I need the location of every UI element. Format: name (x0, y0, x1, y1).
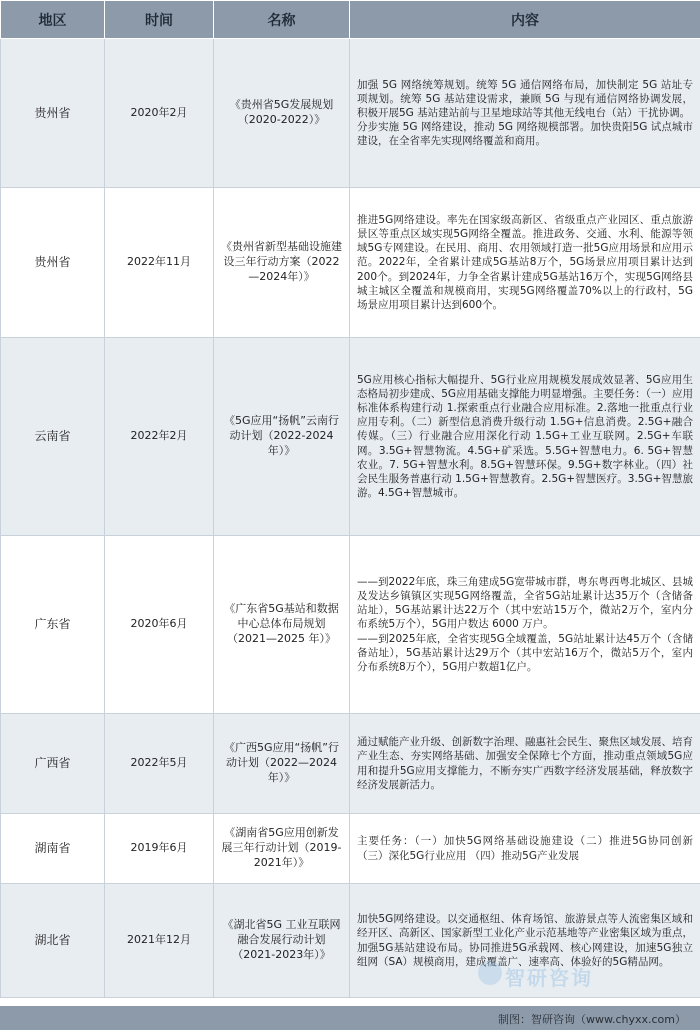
cell-content (350, 39, 700, 188)
cell-name: 《湖北省5G 工业互联网融合发展行动计划（2021-2023年）》 (214, 884, 350, 998)
table-row (1, 338, 700, 536)
cell-time: 2022年11月 (105, 188, 214, 338)
cell-name: 《广东省5G基站和数据中心总体布局规划（2021—2025 年）》 (214, 536, 350, 714)
cell-region: 广东省 (1, 536, 105, 714)
cell-content (350, 884, 700, 998)
content-paragraph: 分步实施 5G 网络建设，推动 5G 网络规模部署。加快贵阳5G 试点城市建设，在全省率先实现网络覆盖和商用。 (357, 121, 693, 148)
cell-region: 湖南省 (1, 814, 105, 884)
cell-name: 《广西5G应用“扬帆”行动计划（2022—2024年）》 (214, 714, 350, 814)
cell-time: 2020年6月 (105, 536, 214, 714)
cell-region: 广西省 (1, 714, 105, 814)
content-paragraph: 加快5G网络建设。以交通枢纽、体育场馆、旅游景点等人流密集区域和经开区、高新区、国家新型工业化产业示范基地等产业密集区域为重点，加强5G基站建设布局。协同推进5G承载网、核心网建设，加速5G独立组网（SA）规模商用，建成覆盖广、速率高、体验好的5G精品网。 (357, 913, 693, 968)
cell-content (350, 714, 700, 814)
footer-bar (0, 1006, 700, 1030)
content-paragraph: 主要任务：（一）加快5G网络基础设施建设（二）推进5G协同创新 （三）深化5G行业应用 （四）推动5G产业发展 (357, 835, 693, 862)
cell-time: 2021年12月 (105, 884, 214, 998)
cell-region: 贵州省 (1, 39, 105, 188)
cell-name: 《湖南省5G应用创新发展三年行动计划（2019-2021年）》 (214, 814, 350, 884)
table-row (1, 39, 700, 188)
cell-name: 《5G应用“扬帆”云南行动计划（2022-2024年）》 (214, 338, 350, 536)
header-content: 内容 (350, 1, 700, 39)
table-row (1, 536, 700, 714)
cell-time: 2022年5月 (105, 714, 214, 814)
cell-content (350, 536, 700, 714)
cell-name: 《贵州省5G发展规划（2020-2022）》 (214, 39, 350, 188)
cell-content (350, 338, 700, 536)
content-paragraph: 通过赋能产业升级、创新数字治理、融惠社会民生、聚焦区域发展、培育产业生态、夯实网络基础、加强安全保障七个方面，推动重点领域5G应用和提升5G应用支撑能力，不断夯实广西数字经济发展基础，释放数字经济发展新活力。 (357, 736, 693, 791)
table-row (1, 188, 700, 338)
content-paragraph: 推进5G网络建设。率先在国家级高新区、省级重点产业园区、重点旅游景区等重点区域实现5G网络全覆盖。推进政务、交通、水利、能源等领域5G专网建设。在民用、商用、农用领域打造一批5G应用场景和应用示范。2022年，全省累计建成5G基站8万个，5G场景应用项目累计达到200个。到2024年，力争全省累计建成5G基站16万个，实现5G网络县城主城区全覆盖和规模商用，实现5G网络覆盖70%以上的行政村，5G场景应用项目累计达到600个。 (357, 213, 693, 311)
table-row (1, 714, 700, 814)
cell-region: 贵州省 (1, 188, 105, 338)
header-name: 名称 (214, 1, 350, 39)
cell-region: 湖北省 (1, 884, 105, 998)
cell-time: 2019年6月 (105, 814, 214, 884)
cell-time: 2020年2月 (105, 39, 214, 188)
header-region: 地区 (1, 1, 105, 39)
cell-content (350, 188, 700, 338)
cell-name: 《贵州省新型基础设施建设三年行动方案（2022—2024年）》 (214, 188, 350, 338)
content-paragraph: ——到2025年底，全省实现5G全域覆盖，5G站址累计达45万个（含储备站址），5G基站累计达29万个（其中宏站16万个，微站5万个，室内分布系统8万个），5G用户数超1亿户。 (357, 632, 693, 673)
table-row (1, 884, 700, 998)
cell-region: 云南省 (1, 338, 105, 536)
table-row (1, 814, 700, 884)
watermark: 智研咨询 (505, 966, 593, 990)
cell-content (350, 814, 700, 884)
cell-time: 2022年2月 (105, 338, 214, 536)
content-paragraph: 加强 5G 网络统筹规划。统筹 5G 通信网络布局，加快制定 5G 站址专项规划。统筹 5G 基站建设需求，兼顾 5G 与现有通信网络协调发展，积极开展5G 基站建站前与卫星地球站等其他无线电台（站）干扰协调。 (357, 78, 693, 119)
source-credit: 制图：智研咨询（www.chyxx.com） (497, 1013, 686, 1026)
header-time: 时间 (105, 1, 214, 39)
content-paragraph: 5G应用核心指标大幅提升、5G行业应用规模发展成效显著、5G应用生态格局初步建成、5G应用基础支撑能力明显增强。主要任务：（一）应用标准体系构建行动 1.探索重点行业融合应用标准。2.落地一批重点行业应用专利。（二）新型信息消费升级行动 1.5G+信息消费。2.5G+融合传媒。（三）行业融合应用深化行动 1.5G+工业互联网。2.5G+车联网。3.5G+智慧物流。4.5G+矿采选。5.5G+智慧电力。6. 5G+智慧农业。7. 5G+智慧水利。8.5G+智慧环保。9.5G+数字林业。（四）社会民生服务普惠行动 1.5G+智慧教育。2.5G+智慧医疗。3.5G+智慧旅游。4.5G+智慧城市。 (357, 373, 693, 500)
content-paragraph: ——到2022年底，珠三角建成5G宽带城市群，粤东粤西粤北城区、县城及发达乡镇镇区实现5G网络覆盖，全省5G站址累计达35万个（含储备站址），5G基站累计达22万个（其中宏站15万个，微站2万个，室内分布系统5万个），5G用户数达 6000 万户。 (357, 575, 693, 631)
table-header-row (1, 1, 700, 39)
